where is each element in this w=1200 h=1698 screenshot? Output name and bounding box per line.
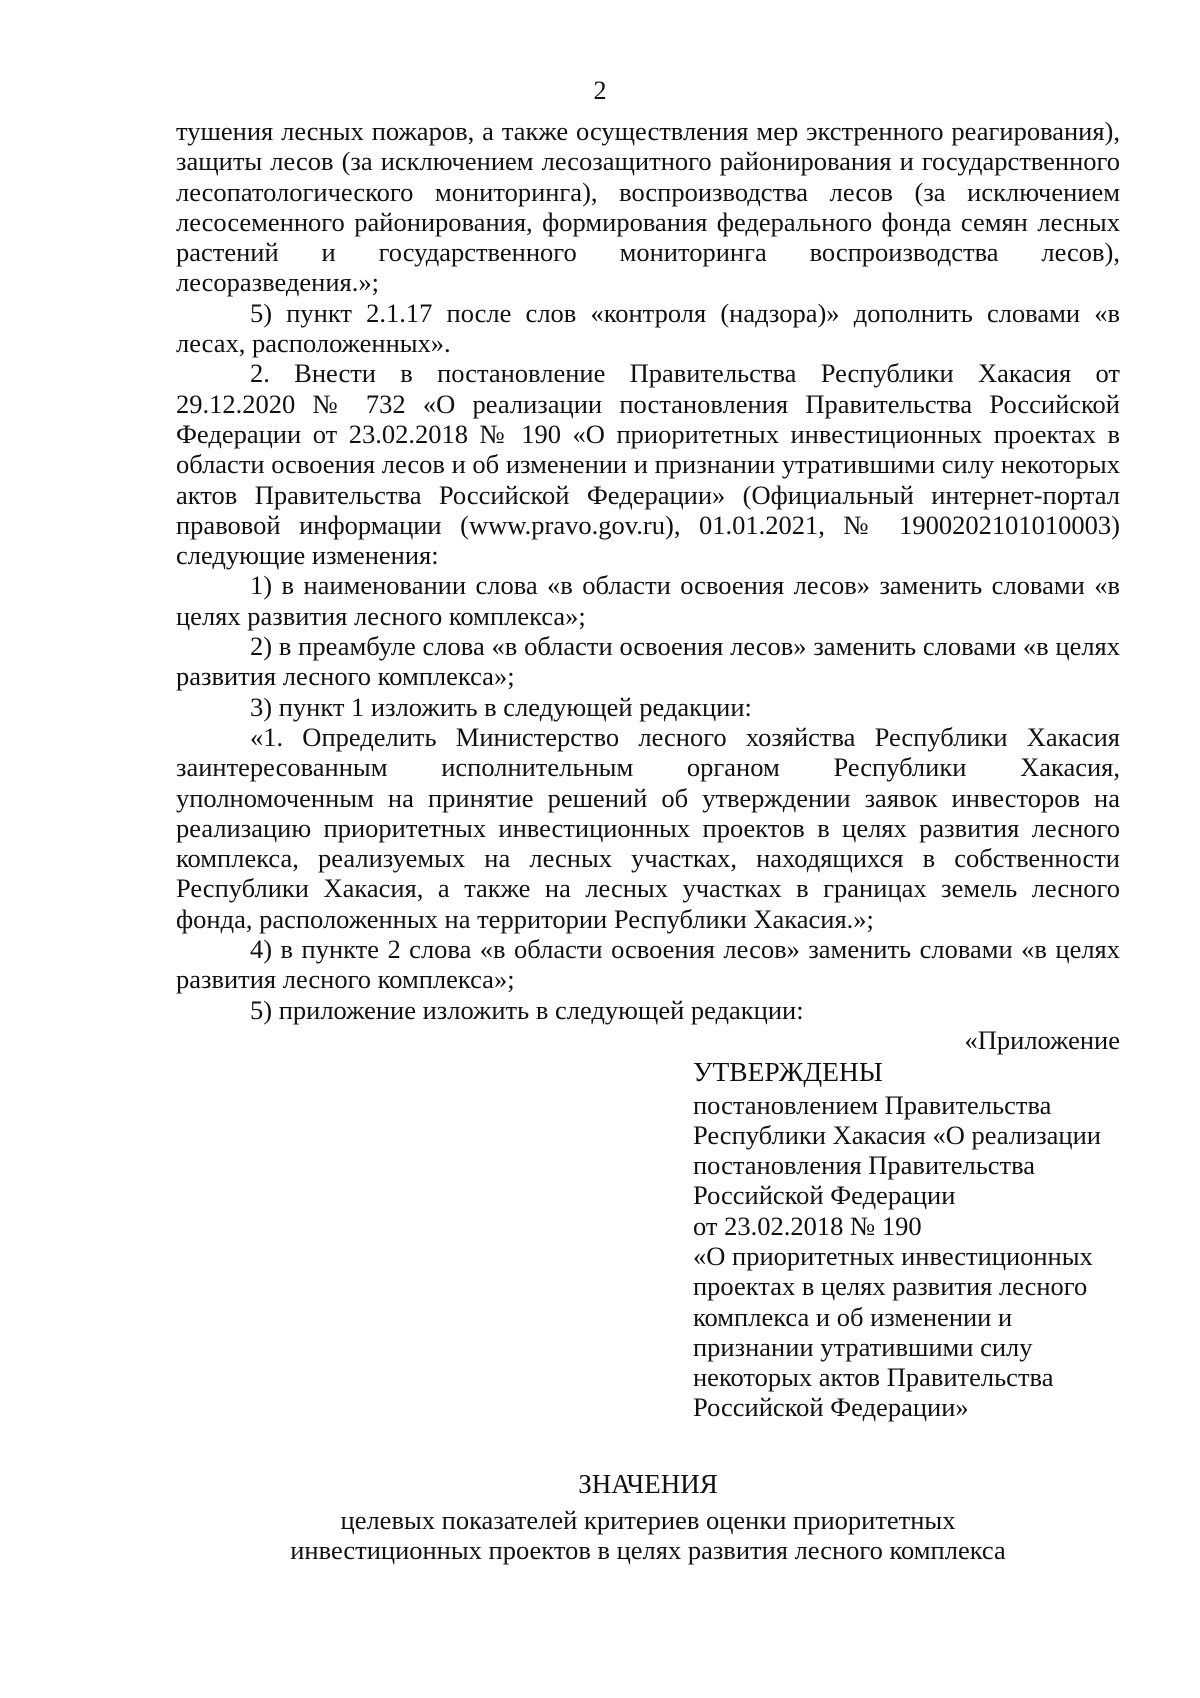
- approval-block: [693, 1057, 1123, 1423]
- paragraph-item-2-amendment: 2. Внести в постановление Правительства Республики Хакасия от 29.12.2020 № 732 «О реализации постановления Правительства Российской Федерации от 23.02.2018 № 190 «О приоритетных инвестиционных проектах в области освоения лесов и об изменении и признании утратившими силу некоторых актов Правительства Российской Федерации» (Официальный интернет-портал правовой информации (www.pravo.gov.ru), 01.01.2021, № 1900202101010003) следующие изменения:: [176, 358, 1120, 571]
- paragraph-continuation: тушения лесных пожаров, а также осуществления мер экстренного реагирования), защиты лесов (за исключением лесозащитного районирования и государственного лесопатологического мониторинга), воспроизводства лесов (за исключением лесосеменного районирования, формирования федерального фонда семян лесных растений и государственного мониторинга воспроизводства лесов), лесоразведения.»;: [176, 116, 1120, 298]
- approval-line: Российской Федерации: [693, 1180, 956, 1211]
- values-subtitle-line-2: инвестиционных проектов в целях развития лесного комплекса: [290, 1535, 1006, 1566]
- approval-line: комплекса и об изменении и: [693, 1301, 1013, 1332]
- values-title-block: [176, 1469, 1120, 1566]
- approval-line: признании утратившими силу: [693, 1331, 1033, 1362]
- approval-line: «О приоритетных инвестиционных: [693, 1240, 1093, 1271]
- page-number: 2: [593, 76, 607, 105]
- document-body: [176, 116, 1120, 1566]
- approval-line: Республики Хакасия «О реализации: [693, 1119, 1101, 1150]
- paragraph-sub-3: 3) пункт 1 изложить в следующей редакции:: [250, 691, 752, 722]
- approval-line: проектах в целях развития лесного: [693, 1271, 1088, 1302]
- approval-line: постановления Правительства: [693, 1150, 1036, 1181]
- paragraph-sub-1: 1) в наименовании слова «в области освоения лесов» заменить словами «в целях развития лесного комплекса»;: [176, 570, 1120, 631]
- paragraph-sub-2: 2) в преамбуле слова «в области освоения лесов» заменить словами «в целях развития лесного комплекса»;: [176, 631, 1120, 692]
- paragraph-sub-5: 5) приложение изложить в следующей редакции:: [250, 994, 804, 1025]
- paragraph-item-5-point-2-1-17: 5) пункт 2.1.17 после слов «контроля (надзора)» дополнить словами «в лесах, расположенных».: [176, 297, 1120, 359]
- appendix-label: «Приложение: [964, 1024, 1120, 1055]
- values-heading: ЗНАЧЕНИЯ: [578, 1468, 718, 1499]
- approval-line: Российской Федерации»: [693, 1392, 969, 1423]
- approval-line: постановлением Правительства: [693, 1089, 1052, 1120]
- approval-heading: УТВЕРЖДЕНЫ: [693, 1056, 883, 1088]
- approval-line: от 23.02.2018 № 190: [693, 1210, 922, 1241]
- paragraph-quoted-point-1: «1. Определить Министерство лесного хозяйства Республики Хакасия заинтересованным исполнительным органом Республики Хакасия, уполномоченным на принятие решений об утверждении заявок инвесторов на реализацию приоритетных инвестиционных проектов в целях развития лесного комплекса, реализуемых на лесных участках, находящихся в собственности Республики Хакасия, а также на лесных участках в границах земель лесного фонда, расположенных на территории Республики Хакасия.»;: [176, 721, 1120, 934]
- paragraph-sub-4: 4) в пункте 2 слова «в области освоения лесов» заменить словами «в целях развития лесного комплекса»;: [176, 934, 1120, 995]
- approval-line: некоторых актов Правительства: [693, 1362, 1054, 1393]
- values-subtitle-line-1: целевых показателей критериев оценки приоритетных: [340, 1505, 956, 1536]
